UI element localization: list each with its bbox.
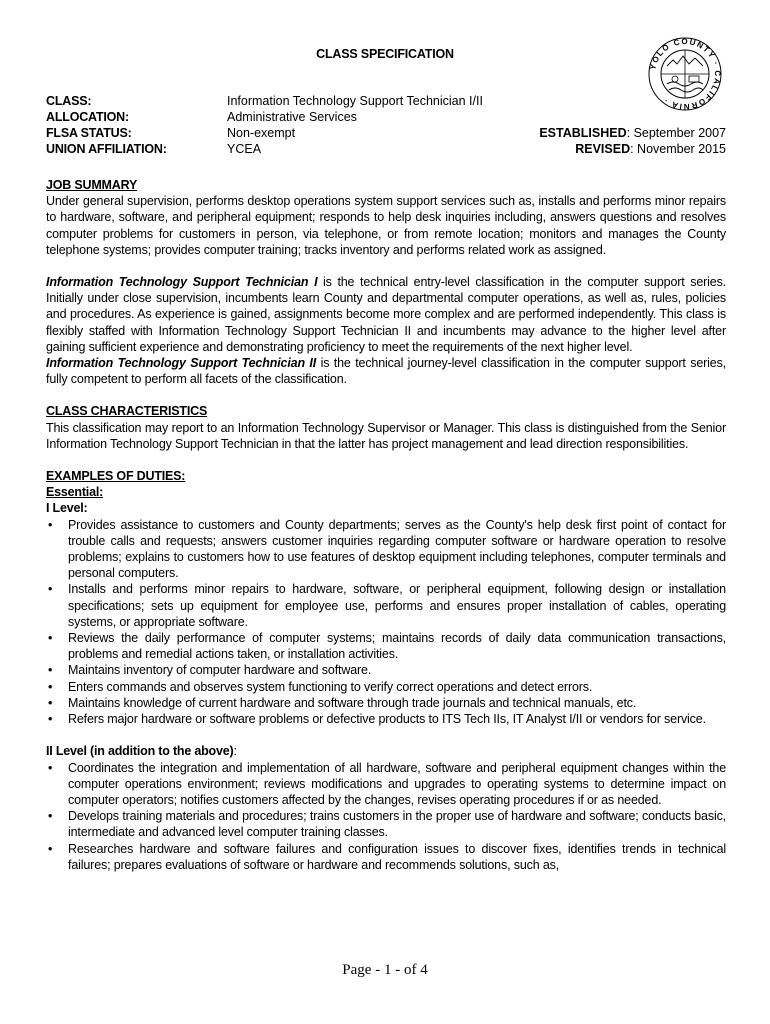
flsa-label: FLSA STATUS: bbox=[46, 126, 132, 140]
list-item: • Develops training materials and procedures; trains customers in the proper use of hardware and software; conducts basic, intermediate and advanced level computer training classes. bbox=[48, 809, 726, 840]
level2-colon: : bbox=[233, 744, 237, 759]
revised-date bbox=[575, 141, 726, 157]
bullet: • bbox=[48, 695, 53, 710]
tech2-title: Information Technology Support Technician II bbox=[46, 356, 317, 371]
list-item: • Provides assistance to customers and County departments; serves as the County's help desk first point of contact for trouble calls and requests; answers customer inquiries regarding computer software or hardware operation to resolve problems; explains to customers how to use features of desktop equipment including telephones, computer terminals and personal computers. bbox=[48, 517, 726, 581]
bullet: • bbox=[48, 631, 53, 646]
bullet: • bbox=[48, 809, 53, 824]
tech1-text: is the technical entry-level classification in the computer support series. Initially under close supervision, incumbents learn County and departmental computer operations, as well as, rules, policies and procedures. As experience is gained, assignments become more complex and are performed independently. This class is flexibly staffed with Information Technology Support Technician II and incumbents may advance to the higher level after gaining sufficient experience and demonstrating proficiency to meet the requirements of the next higher level. bbox=[46, 275, 727, 354]
list-item: • Coordinates the integration and implementation of all hardware, software and peripheral equipment changes within the computer operations environment; reviews modifications and upgrades to operating systems to determine impact on computer operators; notifies customers affected by the changes, revises operating procedures if or as needed. bbox=[48, 760, 726, 807]
classification-header bbox=[46, 93, 726, 157]
bullet: • bbox=[48, 517, 53, 532]
bullet: • bbox=[48, 712, 53, 727]
allocation-value: Administrative Services bbox=[227, 110, 357, 124]
revised-label: REVISED bbox=[575, 142, 631, 156]
tech2-text: is the technical journey-level classification in the computer support series, fully competent to perform all facets of the classification. bbox=[46, 356, 726, 387]
list-item: • Enters commands and observes system functioning to verify correct operations and detect errors. bbox=[48, 679, 593, 694]
revised-value: : November 2015 bbox=[630, 142, 726, 156]
class-value: Information Technology Support Technician I/II bbox=[227, 94, 483, 108]
union-value: YCEA bbox=[227, 142, 262, 156]
class-row bbox=[46, 93, 726, 109]
bullet: • bbox=[48, 841, 53, 856]
essential-label: Essential: bbox=[46, 485, 104, 500]
level2-label-row bbox=[46, 743, 726, 759]
duties-heading: EXAMPLES OF DUTIES: bbox=[46, 469, 186, 484]
tech2-paragraph bbox=[46, 355, 726, 387]
established-label: ESTABLISHED bbox=[539, 126, 627, 140]
job-summary-text: Under general supervision, performs desktop operations system support services such as, installs and performs minor repairs to hardware, software, and peripheral equipment; responds to help desk inquiries including, answers questions and resolves computer problems for customers in person, via telephone, or from remote location; monitors and manages the County telephone systems; provides computer training; tracks inventory and performs related work as assigned. bbox=[46, 194, 726, 257]
list-item: • Maintains knowledge of current hardware and software through trade journals and technical manuals, etc. bbox=[48, 695, 637, 710]
class-characteristics-text: This classification may report to an Information Technology Supervisor or Manager. This class is distinguished from the Senior Information Technology Support Technician in that the latter has project management and lead direction responsibilities. bbox=[46, 420, 726, 451]
list-item: • Maintains inventory of computer hardware and software. bbox=[48, 663, 372, 678]
svg-text:YOLO COUNTY · CALIFORNIA ·: YOLO COUNTY · CALIFORNIA · bbox=[648, 36, 723, 112]
level2-label: II Level (in addition to the above) bbox=[46, 744, 234, 759]
union-label: UNION AFFILIATION: bbox=[46, 142, 167, 156]
document-body bbox=[46, 177, 726, 873]
level1-duties-list bbox=[46, 517, 726, 728]
established-date bbox=[539, 125, 726, 141]
bullet: • bbox=[48, 760, 53, 775]
flsa-value: Non-exempt bbox=[227, 126, 296, 140]
allocation-label: ALLOCATION: bbox=[46, 110, 129, 124]
flsa-row bbox=[46, 125, 726, 141]
list-item: • Refers major hardware or software problems or defective products to ITS Tech IIs, IT Analyst I/II or vendors for service. bbox=[48, 712, 706, 727]
class-characteristics-heading: CLASS CHARACTERISTICS bbox=[46, 404, 208, 419]
list-item: • Installs and performs minor repairs to hardware, software, or peripheral equipment, following design or installation specifications; sets up equipment for employee use, performs and ensures proper installation of cables, operating systems, or appropriate software. bbox=[48, 582, 726, 629]
bullet: • bbox=[48, 679, 53, 694]
established-value: : September 2007 bbox=[626, 126, 726, 140]
bullet: • bbox=[48, 582, 53, 597]
job-summary-heading: JOB SUMMARY bbox=[46, 178, 138, 192]
tech1-paragraph bbox=[46, 274, 726, 355]
document-title: CLASS SPECIFICATION bbox=[316, 47, 454, 61]
allocation-row bbox=[46, 109, 726, 125]
union-row bbox=[46, 141, 726, 157]
tech1-title: Information Technology Support Technician I bbox=[46, 275, 318, 290]
class-label: CLASS: bbox=[46, 94, 92, 108]
level1-label: I Level: bbox=[46, 501, 88, 516]
list-item: • Reviews the daily performance of computer systems; maintains records of daily data communication transactions, problems and remedial actions taken, or installation activities. bbox=[48, 631, 726, 662]
list-item: • Researches hardware and software failures and configuration issues to discover fixes, identifies trends in technical failures; prepares evaluations of software or hardware and recommends solutions, such as, bbox=[48, 841, 726, 872]
level2-duties-list bbox=[46, 760, 726, 873]
bullet: • bbox=[48, 663, 53, 678]
page-number: Page - 1 - of 4 bbox=[342, 962, 428, 978]
